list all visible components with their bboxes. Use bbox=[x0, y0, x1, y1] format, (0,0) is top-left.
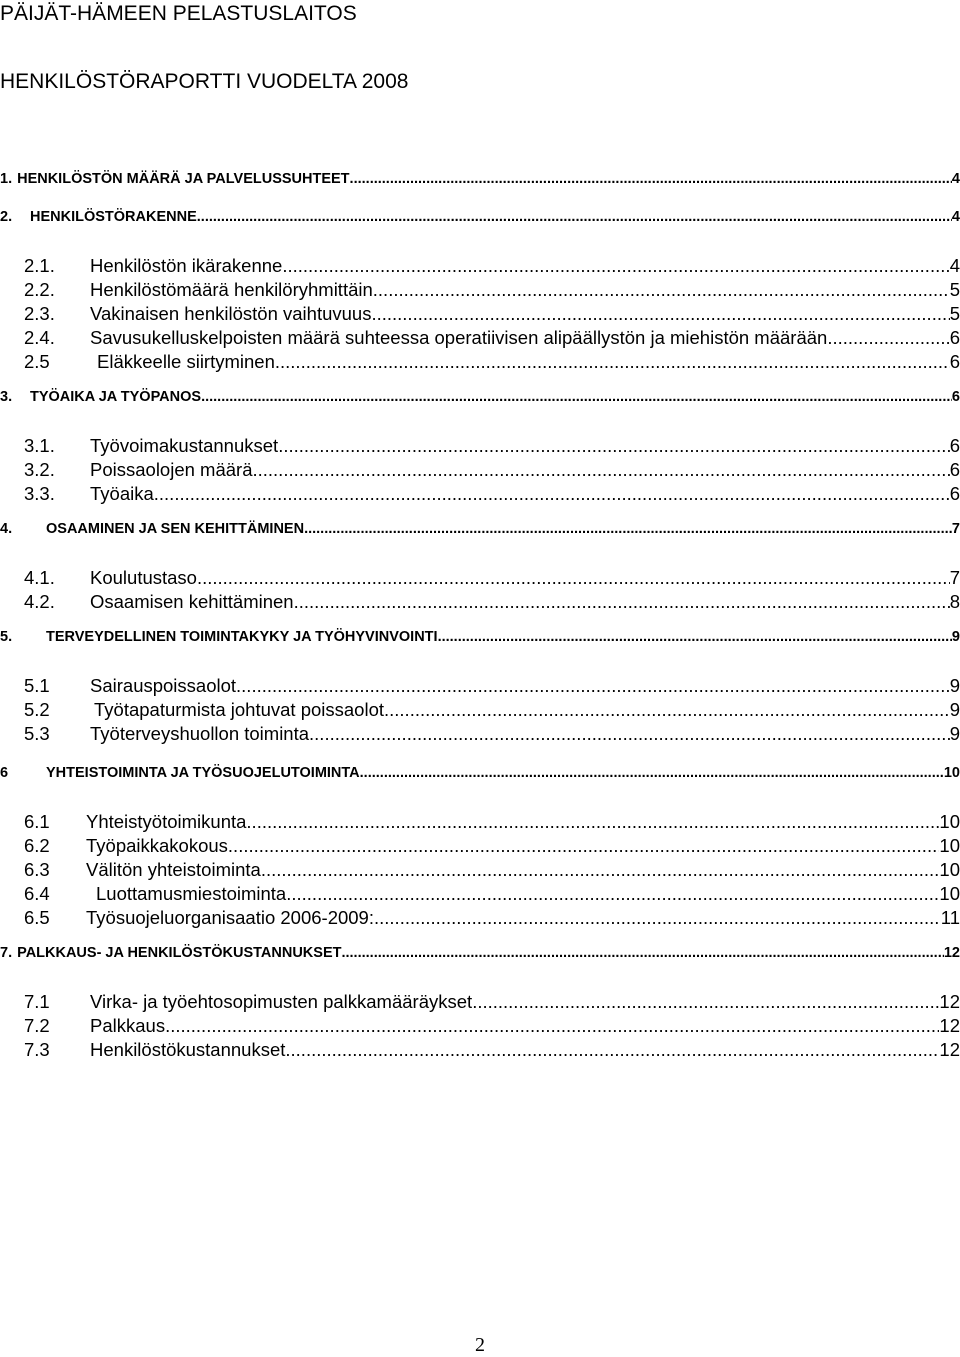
toc-entry-number: 2.1. bbox=[24, 255, 55, 276]
toc-leader-dots bbox=[282, 255, 949, 277]
toc-entry-page: 9 bbox=[949, 699, 960, 720]
toc-leader-dots bbox=[304, 521, 952, 537]
toc-entry-number: 7.2 bbox=[24, 1015, 50, 1036]
toc-entry-page: 5 bbox=[949, 303, 960, 324]
toc-leader-dots bbox=[201, 389, 952, 405]
page-number: 2 bbox=[475, 1334, 485, 1356]
toc-entry-number: 4. bbox=[0, 521, 13, 537]
toc-entry-label: Palkkaus bbox=[90, 1015, 166, 1036]
toc-entry[interactable] bbox=[0, 835, 960, 859]
toc-entry-page: 6 bbox=[949, 435, 960, 456]
toc-entry-label: PALKKAUS- JA HENKILÖSTÖKUSTANNUKSET bbox=[17, 945, 342, 961]
toc-entry-page: 4 bbox=[951, 171, 960, 187]
toc-entry[interactable] bbox=[0, 811, 960, 835]
toc-entry-label: Henkilöstömäärä henkilöryhmittäin bbox=[90, 279, 373, 300]
toc-entry[interactable] bbox=[0, 209, 960, 233]
toc-leader-dots bbox=[384, 699, 950, 721]
toc-entry[interactable] bbox=[0, 1015, 960, 1039]
toc-entry-number: 5.2 bbox=[24, 699, 50, 720]
toc-entry-page: 7 bbox=[951, 521, 960, 537]
toc-entry-label: YHTEISTOIMINTA JA TYÖSUOJELUTOIMINTA bbox=[46, 765, 360, 781]
toc-entry-page: 10 bbox=[939, 883, 960, 904]
toc-entry-label: Työsuojeluorganisaatio 2006-2009: bbox=[86, 907, 374, 928]
toc-leader-dots bbox=[286, 883, 939, 905]
toc-entry[interactable] bbox=[0, 699, 960, 723]
toc-leader-dots bbox=[197, 567, 950, 589]
toc-entry-number: 6.1 bbox=[24, 811, 50, 832]
toc-entry-page: 10 bbox=[939, 835, 960, 856]
toc-entry[interactable] bbox=[0, 991, 960, 1015]
toc-entry-label: Henkilöstön ikärakenne bbox=[90, 255, 283, 276]
toc-leader-dots bbox=[228, 835, 940, 857]
toc-leader-dots bbox=[294, 591, 950, 613]
toc-entry-page: 5 bbox=[949, 279, 960, 300]
toc-entry-label: Virka- ja työehtosopimusten palkkamääräykset bbox=[90, 991, 473, 1012]
toc-entry[interactable] bbox=[0, 351, 960, 375]
toc-leader-dots bbox=[261, 859, 940, 881]
toc-entry-label: Henkilöstökustannukset bbox=[90, 1039, 286, 1060]
toc-entry[interactable] bbox=[0, 327, 960, 351]
toc-entry-number: 3.2. bbox=[24, 459, 55, 480]
toc-entry[interactable] bbox=[0, 255, 960, 279]
toc-entry[interactable] bbox=[0, 459, 960, 483]
toc-entry-label: Sairauspoissaolot bbox=[90, 675, 237, 696]
toc-entry-number: 6.4 bbox=[24, 883, 50, 904]
toc-entry-number: 6.2 bbox=[24, 835, 50, 856]
toc-leader-dots bbox=[360, 765, 944, 781]
toc-entry[interactable] bbox=[0, 945, 960, 969]
toc-entry-label: Työtapaturmista johtuvat poissaolot bbox=[94, 699, 384, 720]
toc-entry-page: 6 bbox=[949, 459, 960, 480]
toc-entry[interactable] bbox=[0, 859, 960, 883]
toc-leader-dots bbox=[154, 483, 950, 505]
toc-entry-page: 10 bbox=[939, 811, 960, 832]
toc-leader-dots bbox=[341, 945, 943, 961]
toc-entry[interactable] bbox=[0, 279, 960, 303]
toc-entry-label: Poissaolojen määrä bbox=[90, 459, 253, 480]
toc-leader-dots bbox=[275, 351, 950, 373]
toc-entry-page: 4 bbox=[951, 209, 960, 225]
toc-entry-label: OSAAMINEN JA SEN KEHITTÄMINEN bbox=[46, 521, 305, 537]
toc-entry-page: 12 bbox=[939, 1015, 960, 1036]
toc-entry-number: 5. bbox=[0, 629, 13, 645]
toc-leader-dots bbox=[285, 1039, 939, 1061]
toc-entry-page: 4 bbox=[949, 255, 960, 276]
toc-entry[interactable] bbox=[0, 629, 960, 653]
toc-entry-label: TYÖAIKA JA TYÖPANOS bbox=[30, 389, 202, 405]
toc-leader-dots bbox=[309, 723, 950, 745]
toc-entry-label: Luottamusmiestoiminta bbox=[96, 883, 287, 904]
toc-entry-number: 3. bbox=[0, 389, 13, 405]
toc-entry-label: Työvoimakustannukset bbox=[90, 435, 279, 456]
toc-entry-number: 5.1 bbox=[24, 675, 50, 696]
toc-entry-number: 2.3. bbox=[24, 303, 55, 324]
toc-leader-dots bbox=[278, 435, 950, 457]
toc-entry-label: Yhteistyötoimikunta bbox=[86, 811, 247, 832]
toc-entry-number: 7.3 bbox=[24, 1039, 50, 1060]
toc-leader-dots bbox=[350, 171, 952, 187]
toc-entry-label: Osaamisen kehittäminen bbox=[90, 591, 294, 612]
toc-entry-page: 6 bbox=[951, 389, 960, 405]
toc-leader-dots bbox=[252, 459, 949, 481]
toc-entry-page: 9 bbox=[951, 629, 960, 645]
toc-entry-number: 6.5 bbox=[24, 907, 50, 928]
toc-entry-number: 4.1. bbox=[24, 567, 55, 588]
organization-title: PÄIJÄT-HÄMEEN PELASTUSLAITOS bbox=[0, 2, 357, 25]
toc-leader-dots bbox=[374, 907, 941, 929]
toc-entry-number: 6 bbox=[0, 765, 9, 781]
toc-entry[interactable] bbox=[0, 521, 960, 545]
toc-leader-dots bbox=[197, 209, 952, 225]
toc-entry-page: 6 bbox=[949, 483, 960, 504]
toc-entry-number: 2. bbox=[0, 209, 13, 225]
toc-entry-page: 11 bbox=[940, 907, 960, 928]
toc-entry[interactable] bbox=[0, 303, 960, 327]
toc-entry-label: Eläkkeelle siirtyminen bbox=[97, 351, 275, 372]
toc-entry[interactable] bbox=[0, 907, 960, 931]
toc-entry-label: Vakinaisen henkilöstön vaihtuvuus bbox=[90, 303, 372, 324]
toc-entry[interactable] bbox=[0, 883, 960, 907]
toc-entry-number: 5.3 bbox=[24, 723, 50, 744]
toc-leader-dots bbox=[236, 675, 950, 697]
toc-entry-page: 6 bbox=[949, 351, 960, 372]
toc-entry[interactable] bbox=[0, 389, 960, 413]
toc-leader-dots bbox=[438, 629, 952, 645]
toc-leader-dots bbox=[827, 327, 949, 349]
toc-entry-number: 3.3. bbox=[24, 483, 55, 504]
toc-entry-page: 10 bbox=[939, 859, 960, 880]
toc-entry-label: Työaika bbox=[90, 483, 154, 504]
toc-entry[interactable] bbox=[0, 1039, 960, 1063]
toc-entry-page: 7 bbox=[949, 567, 960, 588]
toc-entry-number: 1. bbox=[0, 171, 13, 187]
toc-entry-label: Työpaikkakokous bbox=[86, 835, 228, 856]
toc-leader-dots bbox=[371, 303, 949, 325]
toc-entry-page: 10 bbox=[943, 765, 960, 781]
toc-entry[interactable] bbox=[0, 591, 960, 615]
toc-entry-label: HENKILÖSTÖRAKENNE bbox=[30, 209, 197, 225]
toc-entry-label: TERVEYDELLINEN TOIMINTAKYKY JA TYÖHYVINVOINTI bbox=[46, 629, 438, 645]
toc-entry[interactable] bbox=[0, 567, 960, 591]
toc-entry[interactable] bbox=[0, 675, 960, 699]
toc-entry-number: 7.1 bbox=[24, 991, 50, 1012]
toc-entry[interactable] bbox=[0, 723, 960, 747]
toc-entry-number: 2.5 bbox=[24, 351, 50, 372]
toc-entry-page: 8 bbox=[949, 591, 960, 612]
toc-leader-dots bbox=[373, 279, 950, 301]
toc-entry[interactable] bbox=[0, 435, 960, 459]
toc-entry-page: 12 bbox=[943, 945, 960, 961]
toc-leader-dots bbox=[165, 1015, 939, 1037]
report-title: HENKILÖSTÖRAPORTTI VUODELTA 2008 bbox=[0, 70, 409, 93]
toc-entry-page: 12 bbox=[939, 1039, 960, 1060]
toc-entry-label: Työterveyshuollon toiminta bbox=[90, 723, 310, 744]
toc-entry-label: Savusukelluskelpoisten määrä suhteessa operatiivisen alipäällystön ja miehistön määrään bbox=[90, 327, 828, 348]
toc-entry-label: Koulutustaso bbox=[90, 567, 197, 588]
toc-entry-number: 2.4. bbox=[24, 327, 55, 348]
toc-entry[interactable] bbox=[0, 171, 960, 195]
toc-entry[interactable] bbox=[0, 765, 960, 789]
toc-entry-label: Välitön yhteistoiminta bbox=[86, 859, 261, 880]
toc-entry-number: 7. bbox=[0, 945, 13, 961]
toc-entry-page: 12 bbox=[939, 991, 960, 1012]
toc-entry-number: 2.2. bbox=[24, 279, 55, 300]
toc-entry-page: 9 bbox=[949, 723, 960, 744]
toc-leader-dots bbox=[472, 991, 939, 1013]
toc-entry[interactable] bbox=[0, 483, 960, 507]
toc-entry-number: 6.3 bbox=[24, 859, 50, 880]
toc-leader-dots bbox=[246, 811, 939, 833]
toc-entry-label: HENKILÖSTÖN MÄÄRÄ JA PALVELUSSUHTEET bbox=[17, 171, 350, 187]
toc-entry-page: 9 bbox=[949, 675, 960, 696]
toc-entry-number: 3.1. bbox=[24, 435, 55, 456]
toc-entry-number: 4.2. bbox=[24, 591, 55, 612]
toc-entry-page: 6 bbox=[949, 327, 960, 348]
